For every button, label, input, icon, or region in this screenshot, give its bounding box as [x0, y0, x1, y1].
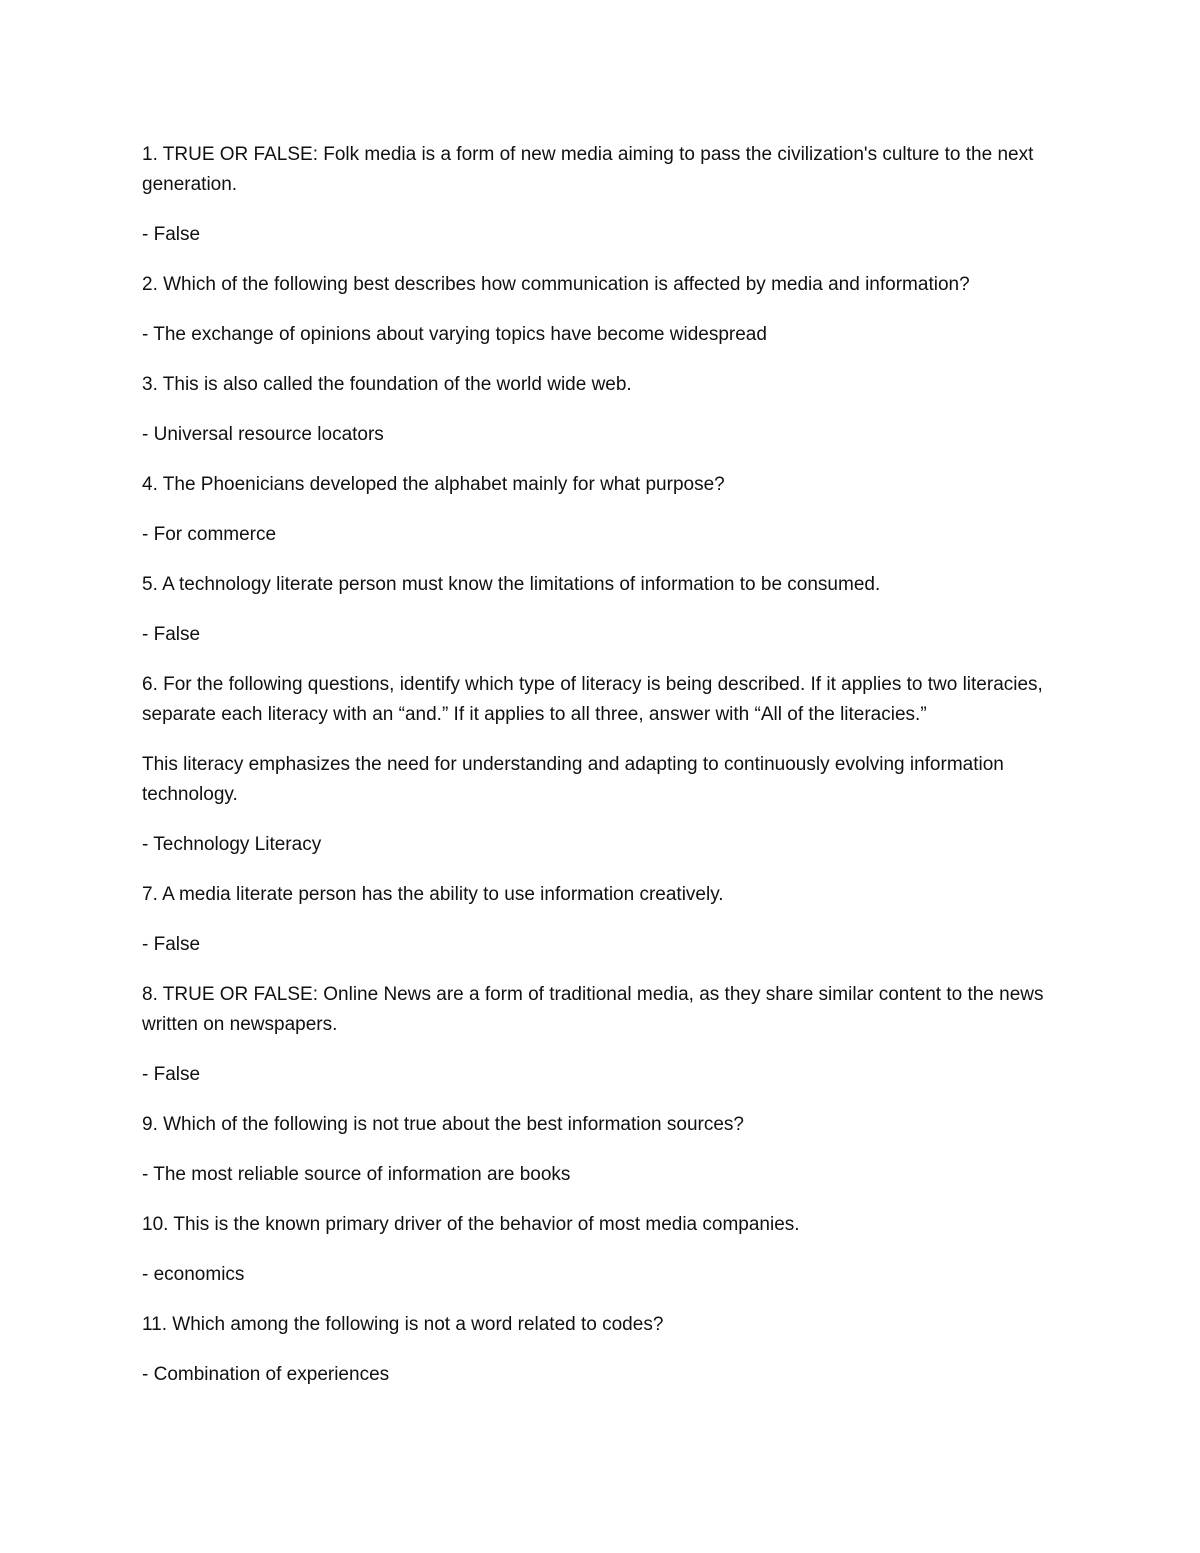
question-4: 4. The Phoenicians developed the alphabet mainly for what purpose?	[142, 474, 725, 495]
question-10: 10. This is the known primary driver of the behavior of most media companies.	[142, 1214, 800, 1235]
answer-2: - The exchange of opinions about varying topics have become widespread	[142, 324, 767, 345]
answer-3: - Universal resource locators	[142, 424, 384, 445]
answer-9: - The most reliable source of information are books	[142, 1164, 571, 1185]
question-5: 5. A technology literate person must know the limitations of information to be consumed.	[142, 574, 881, 595]
answer-8: - False	[142, 1064, 201, 1085]
question-1: 1. TRUE OR FALSE: Folk media is a form of new media aiming to pass the civilization's culture to the next generation.	[142, 144, 1034, 195]
question-2: 2. Which of the following best describes how communication is affected by media and information?	[142, 274, 970, 295]
answer-1: - False	[142, 224, 201, 245]
question-3: 3. This is also called the foundation of the world wide web.	[142, 374, 632, 395]
question-6-subquestion: This literacy emphasizes the need for understanding and adapting to continuously evolving information technology.	[142, 754, 1004, 805]
question-6: 6. For the following questions, identify which type of literacy is being described. If it applies to two literacies, separate each literacy with an “and.” If it applies to all three, answer with “All of the literacies.”	[142, 674, 1043, 725]
question-8: 8. TRUE OR FALSE: Online News are a form of traditional media, as they share similar content to the news written on newspapers.	[142, 984, 1044, 1035]
answer-10: - economics	[142, 1264, 245, 1285]
question-11: 11. Which among the following is not a word related to codes?	[142, 1314, 664, 1335]
document-body	[142, 140, 1062, 1410]
answer-6: - Technology Literacy	[142, 834, 322, 855]
question-9: 9. Which of the following is not true about the best information sources?	[142, 1114, 744, 1135]
question-7: 7. A media literate person has the ability to use information creatively.	[142, 884, 724, 905]
answer-4: - For commerce	[142, 524, 277, 545]
answer-5: - False	[142, 624, 201, 645]
answer-7: - False	[142, 934, 201, 955]
answer-11: - Combination of experiences	[142, 1364, 390, 1385]
